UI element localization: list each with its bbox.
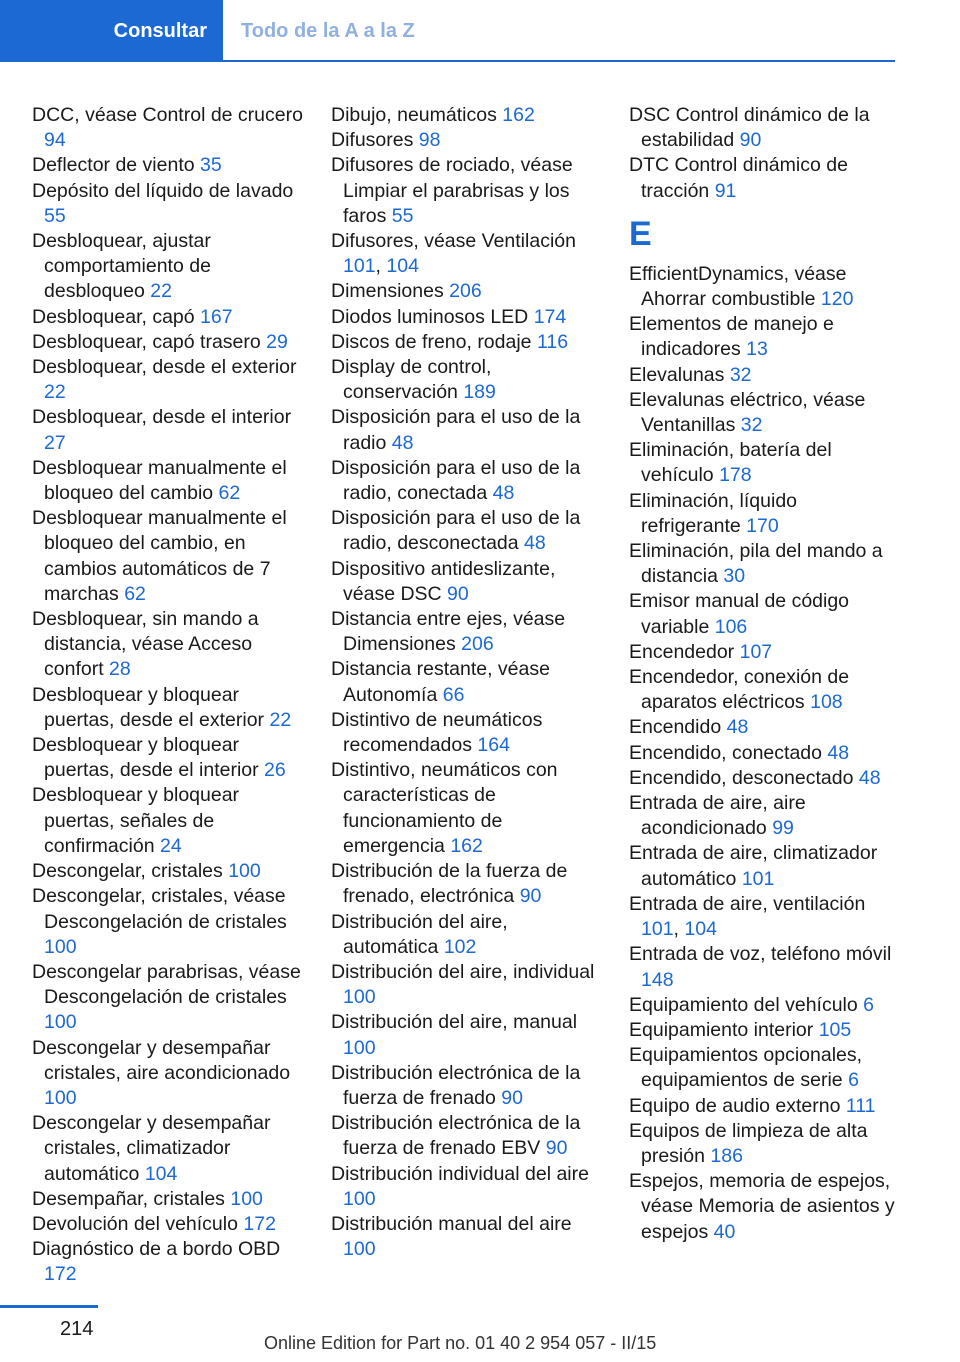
page-link[interactable]: 102 bbox=[443, 935, 477, 958]
index-entry bbox=[331, 607, 603, 657]
index-entry-text: Desbloquear y bloquear puertas, desde el exterior bbox=[32, 683, 265, 731]
index-entry bbox=[32, 305, 304, 330]
index-entry-text: Equipamientos opcionales, equipamientos de serie bbox=[629, 1044, 863, 1092]
index-entry bbox=[629, 103, 897, 153]
page-link[interactable]: 107 bbox=[739, 640, 773, 663]
index-entry-text: DSC Control dinámico de la estabilidad bbox=[629, 104, 870, 152]
page-number-rule bbox=[0, 1305, 98, 1308]
page-link[interactable]: 62 bbox=[218, 482, 241, 505]
page-link[interactable]: 100 bbox=[343, 1238, 376, 1261]
index-entry bbox=[629, 791, 897, 841]
index-entry-text: Espejos, memoria de espejos, véase Memoria de asientos y espejos bbox=[629, 1170, 895, 1243]
page-link[interactable]: 120 bbox=[820, 288, 854, 311]
page-link[interactable]: 174 bbox=[533, 305, 567, 328]
index-entry-text: Entrada de aire, climatizador automático bbox=[629, 842, 878, 890]
index-entry-text: Disposición para el uso de la radio bbox=[331, 406, 581, 454]
page-link[interactable]: 48 bbox=[391, 431, 414, 454]
index-entry bbox=[32, 783, 304, 859]
index-entry bbox=[32, 506, 304, 607]
index-entry bbox=[629, 1043, 897, 1093]
index-entry-text: Distribución del aire, individual bbox=[331, 960, 595, 983]
index-entry bbox=[32, 103, 304, 153]
index-entry-text: Distintivo de neumáticos recomendados bbox=[331, 708, 543, 757]
page-link[interactable]: 90 bbox=[501, 1086, 523, 1109]
page-link[interactable]: 162 bbox=[450, 834, 483, 857]
index-entry-text: Equipos de limpieza de alta presión bbox=[629, 1119, 868, 1167]
index-entry bbox=[629, 262, 897, 312]
index-entry bbox=[32, 607, 304, 683]
index-entry bbox=[331, 910, 603, 960]
index-entry bbox=[629, 539, 897, 589]
index-entry bbox=[32, 229, 304, 305]
page-link[interactable]: 104 bbox=[386, 255, 419, 278]
tab-todo-a-z[interactable]: Todo de la A a la Z bbox=[241, 19, 415, 42]
index-entry-text: Elevalunas bbox=[629, 363, 725, 386]
index-entry-text: Disposición para el uso de la radio, desconectada bbox=[331, 507, 581, 555]
page-link[interactable]: 111 bbox=[845, 1094, 876, 1117]
index-entry-text: Diodos luminosos LED bbox=[331, 305, 529, 328]
index-entry-text: Devolución del vehículo bbox=[32, 1212, 238, 1235]
page-link[interactable]: 164 bbox=[477, 734, 510, 757]
index-entry bbox=[331, 229, 603, 279]
page-link[interactable]: 55 bbox=[44, 204, 66, 227]
page-link[interactable]: 178 bbox=[719, 464, 752, 487]
page-link[interactable]: 100 bbox=[230, 1187, 263, 1210]
index-entry bbox=[331, 1111, 603, 1161]
index-entry-text: Desbloquear, capó trasero bbox=[32, 330, 261, 353]
page-number: 214 bbox=[60, 1318, 94, 1340]
index-entry-text: Descongelar, cristales bbox=[32, 860, 223, 883]
page-separator: , bbox=[673, 918, 679, 941]
page-link[interactable]: 90 bbox=[545, 1137, 568, 1160]
index-entry bbox=[331, 128, 603, 153]
index-entry-text: Equipamiento del vehículo bbox=[629, 993, 858, 1016]
page-link[interactable]: 100 bbox=[44, 1011, 77, 1034]
index-entry bbox=[32, 859, 304, 884]
index-entry bbox=[629, 438, 897, 488]
page-link[interactable]: 100 bbox=[343, 1187, 376, 1210]
index-entry-text: Desbloquear y bloquear puertas, señales de confirmación bbox=[32, 784, 240, 857]
index-entry bbox=[331, 153, 603, 229]
page-link[interactable]: 26 bbox=[264, 759, 286, 782]
index-entry bbox=[32, 1212, 304, 1237]
index-entry-text: Distancia restante, véase Autonomía bbox=[331, 658, 550, 706]
page-link[interactable]: 172 bbox=[243, 1212, 276, 1235]
index-entry-text: Descongelar y desempañar cristales, aire acondicionado bbox=[32, 1036, 291, 1084]
index-entry-text: Distribución del aire, manual bbox=[331, 1011, 578, 1034]
index-entry bbox=[629, 312, 897, 362]
index-entry bbox=[629, 841, 897, 891]
index-entry-text: Display de control, conservación bbox=[331, 356, 492, 404]
page-link[interactable]: 170 bbox=[746, 514, 779, 537]
index-entry-text: Desbloquear, sin mando a distancia, véase Acceso confort bbox=[32, 608, 259, 681]
page-separator: , bbox=[375, 255, 381, 278]
page-link[interactable]: 105 bbox=[818, 1018, 852, 1041]
index-entry-text: Entrada de aire, aire acondicionado bbox=[629, 792, 806, 840]
index-entry-text: Desbloquear y bloquear puertas, desde el interior bbox=[32, 734, 259, 782]
index-entry-text: Eliminación, pila del mando a distancia bbox=[629, 540, 883, 588]
index-entry bbox=[629, 640, 897, 665]
page-link[interactable]: 94 bbox=[44, 129, 66, 152]
tab-consultar[interactable]: Consultar bbox=[0, 0, 223, 62]
index-entry-text: Encendedor, conexión de aparatos eléctricos bbox=[629, 666, 850, 714]
index-entry bbox=[629, 388, 897, 438]
index-entry bbox=[629, 1094, 897, 1119]
index-entry bbox=[331, 405, 603, 455]
index-entry bbox=[331, 1061, 603, 1111]
page-link[interactable]: 104 bbox=[684, 918, 717, 941]
page-link[interactable]: 29 bbox=[266, 330, 288, 353]
index-entry bbox=[32, 1111, 304, 1187]
index-entry-text: Descongelar parabrisas, véase Descongelación de cristales bbox=[32, 960, 301, 1009]
page-link[interactable]: 66 bbox=[442, 683, 465, 706]
index-entry bbox=[331, 1010, 603, 1060]
page-link[interactable]: 108 bbox=[810, 691, 843, 714]
page-link[interactable]: 116 bbox=[536, 330, 569, 353]
index-entry-text: Encendido, conectado bbox=[629, 741, 822, 764]
index-entry bbox=[629, 766, 897, 791]
page-link[interactable]: 98 bbox=[418, 129, 441, 152]
index-entry-text: Distribución de la fuerza de frenado, electrónica bbox=[331, 860, 568, 908]
page-link[interactable]: 104 bbox=[144, 1162, 178, 1185]
index-entry-text: Desbloquear, desde el interior bbox=[32, 406, 292, 429]
index-entry bbox=[32, 330, 304, 355]
index-entry-text: Entrada de voz, teléfono móvil bbox=[629, 943, 892, 966]
page-link[interactable]: 30 bbox=[723, 565, 746, 588]
index-entry bbox=[331, 557, 603, 607]
index-entry bbox=[629, 665, 897, 715]
index-entry-text: Deflector de viento bbox=[32, 154, 195, 177]
index-entry-text: Elevalunas eléctrico, véase Ventanillas bbox=[629, 388, 866, 437]
index-entry-text: Distintivo, neumáticos con características de funcionamiento de emergencia bbox=[331, 759, 558, 857]
page-link[interactable]: 48 bbox=[726, 716, 749, 739]
page-link[interactable]: 48 bbox=[858, 766, 881, 789]
index-entry-text: Distribución manual del aire bbox=[331, 1212, 572, 1235]
page-link[interactable]: 91 bbox=[714, 179, 737, 202]
index-entry bbox=[32, 405, 304, 455]
index-entry bbox=[629, 1018, 897, 1043]
page-link[interactable]: 101 bbox=[741, 867, 775, 890]
index-entry-text: Difusores, véase Ventilación bbox=[331, 230, 576, 253]
page-link[interactable]: 189 bbox=[463, 381, 496, 404]
index-entry-text: Distancia entre ejes, véase Dimensiones bbox=[331, 608, 566, 656]
page-link[interactable]: 28 bbox=[109, 658, 131, 681]
index-entry-text: Desbloquear, capó bbox=[32, 305, 195, 328]
index-entry bbox=[32, 960, 304, 1036]
index-entry-text: Desbloquear, desde el exterior bbox=[32, 356, 297, 379]
page-link[interactable]: 172 bbox=[44, 1263, 77, 1286]
page-link[interactable]: 22 bbox=[269, 708, 292, 731]
index-entry bbox=[331, 758, 603, 859]
index-entry bbox=[331, 305, 603, 330]
index-entry-text: Dispositivo antideslizante, véase DSC bbox=[331, 557, 556, 605]
index-entry-text: Desbloquear manualmente el bloqueo del cambio, en cambios automáticos de 7 marchas bbox=[32, 507, 287, 605]
index-entry bbox=[629, 741, 897, 766]
page-link[interactable]: 13 bbox=[746, 338, 768, 361]
index-entry-text: Distribución electrónica de la fuerza de frenado bbox=[331, 1061, 581, 1109]
page-link[interactable]: 206 bbox=[461, 633, 494, 656]
index-entry bbox=[331, 1212, 603, 1262]
index-entry-text: Encendido bbox=[629, 716, 722, 739]
index-entry-text: EfficientDynamics, véase Ahorrar combustible bbox=[629, 262, 847, 311]
page-link[interactable]: 24 bbox=[159, 834, 182, 857]
index-entry bbox=[331, 506, 603, 556]
page-link[interactable]: 148 bbox=[641, 968, 674, 991]
index-entry-text: Descongelar, cristales, véase Descongelación de cristales bbox=[32, 885, 287, 933]
index-entry bbox=[32, 1237, 304, 1287]
index-entry bbox=[32, 1036, 304, 1112]
index-entry-text: Distribución electrónica de la fuerza de frenado EBV bbox=[331, 1112, 581, 1160]
index-entry-text: Difusores de rociado, véase Limpiar el parabrisas y los faros bbox=[331, 154, 573, 227]
index-entry-text: Difusores bbox=[331, 129, 414, 152]
index-entry-text: Equipo de audio externo bbox=[629, 1094, 841, 1117]
index-entry-text: Elementos de manejo e indicadores bbox=[629, 313, 834, 361]
page-link[interactable]: 6 bbox=[863, 993, 875, 1016]
page-link[interactable]: 55 bbox=[391, 204, 414, 227]
page-link[interactable]: 90 bbox=[447, 582, 469, 605]
index-entry-text: Eliminación, líquido refrigerante bbox=[629, 489, 798, 537]
index-entry-text: Encendedor bbox=[629, 640, 735, 663]
index-entry-text: Distribución individual del aire bbox=[331, 1162, 589, 1185]
index-entry-text: Dibujo, neumáticos bbox=[331, 104, 497, 126]
index-entry-text: Encendido, desconectado bbox=[629, 766, 854, 789]
page-link[interactable]: 32 bbox=[740, 414, 763, 437]
page-link[interactable]: 48 bbox=[827, 741, 850, 764]
page-link[interactable]: 90 bbox=[739, 129, 762, 152]
page-link[interactable]: 100 bbox=[343, 1036, 376, 1059]
index-entry-text: Descongelar y desempañar cristales, climatizador automático bbox=[32, 1112, 271, 1185]
index-entry-text: Depósito del líquido de lavado bbox=[32, 179, 294, 202]
page-link[interactable]: 62 bbox=[124, 582, 146, 605]
page-link[interactable]: 167 bbox=[200, 305, 233, 328]
section-letter: E bbox=[629, 214, 652, 253]
index-entry bbox=[331, 279, 603, 304]
index-entry bbox=[32, 179, 304, 229]
index-entry bbox=[32, 683, 304, 733]
index-entry bbox=[629, 892, 897, 942]
index-entry-text: Equipamiento interior bbox=[629, 1018, 814, 1041]
index-entry-text: Distribución del aire, automática bbox=[331, 910, 508, 958]
page-link[interactable]: 100 bbox=[44, 935, 77, 958]
page-link[interactable]: 100 bbox=[44, 1086, 77, 1109]
index-entry bbox=[331, 456, 603, 506]
index-entry bbox=[629, 363, 897, 388]
page-link[interactable]: 100 bbox=[343, 986, 376, 1009]
page-link[interactable]: 90 bbox=[519, 885, 542, 908]
page-link[interactable]: 27 bbox=[44, 431, 66, 454]
index-entry-text: Desbloquear manualmente el bloqueo del cambio bbox=[32, 456, 287, 505]
index-column-1 bbox=[32, 103, 304, 1288]
index-entry bbox=[32, 733, 304, 783]
page-link[interactable]: 100 bbox=[228, 860, 261, 883]
page-link[interactable]: 101 bbox=[343, 255, 376, 278]
page-link[interactable]: 106 bbox=[714, 615, 748, 638]
page-link[interactable]: 48 bbox=[524, 532, 546, 555]
index-entry-text: DCC, véase Control de crucero bbox=[32, 104, 303, 126]
page-link[interactable]: 35 bbox=[200, 154, 222, 177]
index-entry-text: Discos de freno, rodaje bbox=[331, 330, 532, 353]
page-link[interactable]: 48 bbox=[492, 482, 515, 505]
index-entry bbox=[331, 1162, 603, 1212]
index-entry bbox=[629, 589, 897, 639]
page-link[interactable]: 162 bbox=[502, 104, 535, 126]
index-column-2 bbox=[331, 103, 603, 1262]
page-link[interactable]: 186 bbox=[710, 1144, 743, 1167]
index-entry bbox=[629, 993, 897, 1018]
index-entry bbox=[331, 960, 603, 1010]
index-entry-text: DTC Control dinámico de tracción bbox=[629, 154, 848, 202]
index-entry bbox=[331, 708, 603, 758]
index-entry bbox=[629, 1119, 897, 1169]
index-entry bbox=[629, 942, 897, 992]
index-entry bbox=[331, 859, 603, 909]
index-entry bbox=[629, 1169, 897, 1245]
page-link[interactable]: 22 bbox=[44, 381, 66, 404]
page-link[interactable]: 206 bbox=[449, 280, 482, 303]
index-entry-text: Dimensiones bbox=[331, 280, 444, 303]
page-link[interactable]: 99 bbox=[772, 817, 794, 840]
page-link[interactable]: 32 bbox=[729, 363, 752, 386]
index-entry bbox=[629, 489, 897, 539]
index-entry bbox=[32, 1187, 304, 1212]
page-link[interactable]: 6 bbox=[848, 1069, 859, 1092]
index-entry bbox=[331, 103, 603, 128]
index-entry bbox=[32, 456, 304, 506]
index-entry bbox=[32, 153, 304, 178]
index-entry bbox=[629, 715, 897, 740]
index-entry bbox=[331, 355, 603, 405]
index-entry-text: Entrada de aire, ventilación bbox=[629, 892, 866, 915]
index-entry-text: Desempañar, cristales bbox=[32, 1187, 225, 1210]
index-entry bbox=[331, 657, 603, 707]
index-entry bbox=[32, 355, 304, 405]
index-entry bbox=[331, 330, 603, 355]
footer-edition: Online Edition for Part no. 01 40 2 954 057 - II/15 bbox=[264, 1333, 657, 1353]
index-column-3 bbox=[629, 103, 897, 1245]
page-link[interactable]: 22 bbox=[150, 280, 172, 303]
index-entry-text: Disposición para el uso de la radio, conectada bbox=[331, 456, 581, 505]
page-link[interactable]: 101 bbox=[641, 918, 674, 941]
index-entry-text: Emisor manual de código variable bbox=[629, 590, 850, 638]
header-bar bbox=[0, 0, 895, 62]
index-entry bbox=[629, 153, 897, 203]
index-entry-text: Diagnóstico de a bordo OBD bbox=[32, 1238, 281, 1261]
index-entry-text: Eliminación, batería del vehículo bbox=[629, 439, 832, 487]
page-link[interactable]: 40 bbox=[713, 1220, 736, 1243]
index-entry-text: Desbloquear, ajustar comportamiento de desbloqueo bbox=[32, 230, 211, 303]
index-entry bbox=[32, 884, 304, 960]
